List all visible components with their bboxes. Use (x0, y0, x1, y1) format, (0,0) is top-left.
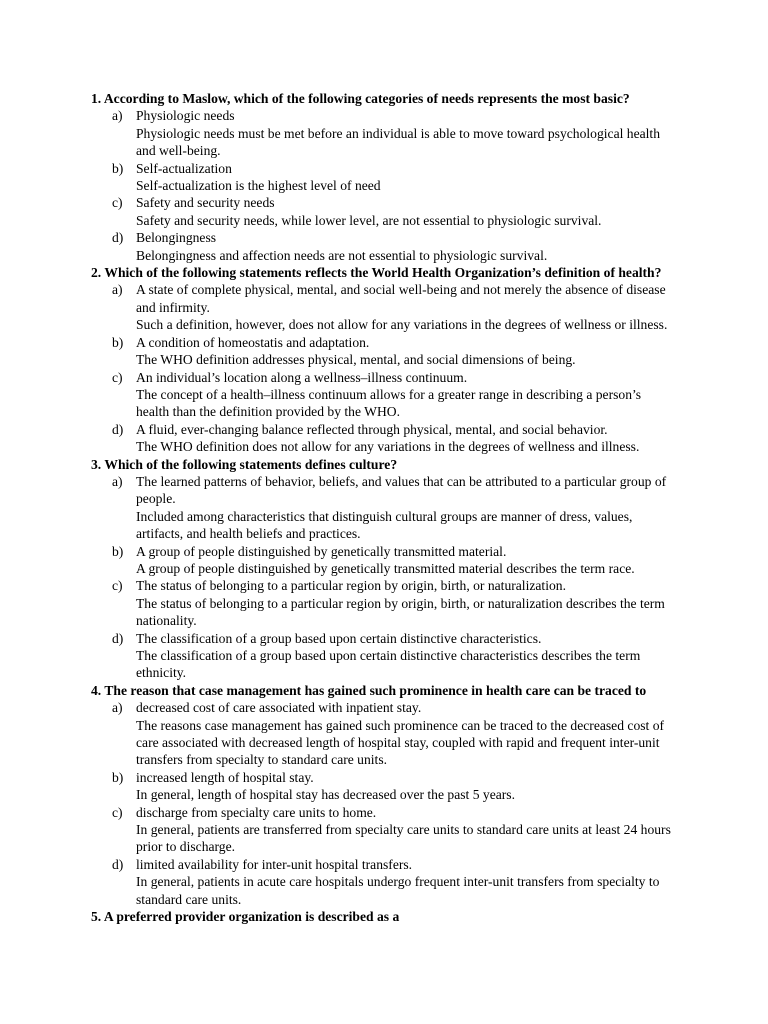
option-rationale: Safety and security needs, while lower level, are not essential to physiologic survival. (136, 212, 602, 228)
option-rationale: The reasons case management has gained such prominence can be traced to the decreased cost of care associated with decreased length of hospital stay, coupled with rapid and frequent inter-unit transfers from specialty to standard care units. (136, 717, 665, 768)
option-letter: a) (112, 282, 123, 298)
option-item (91, 856, 676, 908)
option-item (91, 630, 676, 682)
option-rationale: Self-actualization is the highest level of need (136, 178, 381, 194)
option-letter: d) (112, 421, 124, 437)
option-item (91, 699, 676, 769)
option-rationale: Included among characteristics that distinguish cultural groups are manner of dress, values, artifacts, and health beliefs and practices. (136, 508, 633, 542)
option-rationale: The status of belonging to a particular region by origin, birth, or naturalization describes the term nationality. (136, 595, 665, 629)
option-letter: d) (112, 630, 124, 646)
option-rationale: Such a definition, however, does not allow for any variations in the degrees of wellness or illness. (136, 317, 668, 333)
option-item (91, 229, 676, 264)
option-rationale: The WHO definition does not allow for any variations in the degrees of wellness and illness. (136, 439, 640, 455)
option-rationale: In general, length of hospital stay has decreased over the past 5 years. (136, 787, 515, 803)
option-letter: c) (112, 369, 123, 385)
option-rationale: The classification of a group based upon certain distinctive characteristics describes the term ethnicity. (136, 648, 641, 681)
option-text: discharge from specialty care units to home. (136, 804, 377, 820)
question-text (91, 908, 676, 925)
option-list (91, 107, 676, 264)
option-item (91, 804, 676, 856)
question-number: 5. (91, 909, 102, 925)
option-list (91, 281, 676, 455)
option-letter: c) (112, 578, 123, 594)
option-item (91, 577, 676, 629)
option-text: Safety and security needs (136, 195, 275, 211)
question-number: 3. (91, 456, 102, 472)
option-text: A fluid, ever-changing balance reflected through physical, mental, and social behavior. (136, 421, 608, 437)
question-text (91, 264, 676, 281)
option-text: A condition of homeostatis and adaptation. (136, 334, 370, 350)
option-letter: b) (112, 334, 124, 350)
option-list (91, 699, 676, 908)
option-text: A group of people distinguished by genetically transmitted material. (136, 543, 507, 559)
option-rationale: Physiologic needs must be met before an individual is able to move toward psychological health and well-being. (136, 125, 660, 159)
option-text: Self-actualization (136, 160, 232, 176)
option-text: The status of belonging to a particular region by origin, birth, or naturalization. (136, 578, 566, 594)
question-1 (91, 90, 676, 264)
option-rationale: In general, patients in acute care hospitals undergo frequent inter-unit transfers from specialty to standard care units. (136, 874, 660, 907)
question-text (91, 456, 676, 473)
question-5 (91, 908, 676, 925)
question-list (91, 90, 676, 926)
option-text: limited availability for inter-unit hospital transfers. (136, 856, 413, 872)
option-text: An individual’s location along a wellness–illness continuum. (136, 369, 468, 385)
option-letter: b) (112, 543, 124, 559)
option-letter: b) (112, 769, 124, 785)
question-text (91, 90, 676, 107)
question-4 (91, 682, 676, 908)
option-letter: c) (112, 195, 123, 211)
question-stem: A preferred provider organization is described as a (103, 909, 400, 925)
option-letter: a) (112, 700, 123, 716)
question-number: 4. (91, 682, 102, 698)
option-rationale: In general, patients are transferred from specialty care units to standard care units at least 24 hours prior to discharge. (136, 822, 671, 855)
option-item (91, 421, 676, 456)
option-rationale: Belongingness and affection needs are not essential to physiologic survival. (136, 247, 548, 263)
option-letter: a) (112, 108, 123, 124)
option-text: decreased cost of care associated with inpatient stay. (136, 700, 422, 716)
option-text: Belongingness (136, 230, 217, 246)
option-letter: d) (112, 856, 124, 872)
option-item (91, 334, 676, 369)
option-rationale: The WHO definition addresses physical, mental, and social dimensions of being. (136, 352, 576, 368)
option-text: increased length of hospital stay. (136, 769, 314, 785)
question-stem: Which of the following statements reflects the World Health Organization’s definition of health? (104, 265, 662, 281)
option-item (91, 369, 676, 421)
option-letter: c) (112, 804, 123, 820)
question-2 (91, 264, 676, 455)
option-text: The classification of a group based upon certain distinctive characteristics. (136, 630, 542, 646)
option-text: The learned patterns of behavior, beliefs, and values that can be attributed to a particular group of people. (136, 473, 667, 507)
option-text: Physiologic needs (136, 108, 235, 124)
option-item (91, 160, 676, 195)
question-3 (91, 456, 676, 682)
option-item (91, 281, 676, 333)
option-letter: b) (112, 160, 124, 176)
question-stem: The reason that case management has gained such prominence in health care can be traced to (104, 682, 647, 698)
question-number: 2. (91, 265, 102, 281)
question-stem: Which of the following statements defines culture? (104, 456, 398, 472)
option-list (91, 473, 676, 682)
option-letter: a) (112, 473, 123, 489)
option-item (91, 543, 676, 578)
option-rationale: The concept of a health–illness continuum allows for a greater range in describing a person’s health than the definition provided by the WHO. (136, 386, 642, 420)
option-item (91, 194, 676, 229)
option-item (91, 473, 676, 543)
question-number: 1. (91, 91, 102, 106)
option-rationale: A group of people distinguished by genetically transmitted material describes the term race. (136, 560, 635, 576)
option-letter: d) (112, 230, 124, 246)
option-item (91, 769, 676, 804)
question-stem: According to Maslow, which of the following categories of needs represents the most basic? (103, 91, 630, 106)
option-text: A state of complete physical, mental, and social well-being and not merely the absence of disease and infirmity. (136, 282, 666, 315)
option-item (91, 107, 676, 159)
question-text (91, 682, 676, 699)
